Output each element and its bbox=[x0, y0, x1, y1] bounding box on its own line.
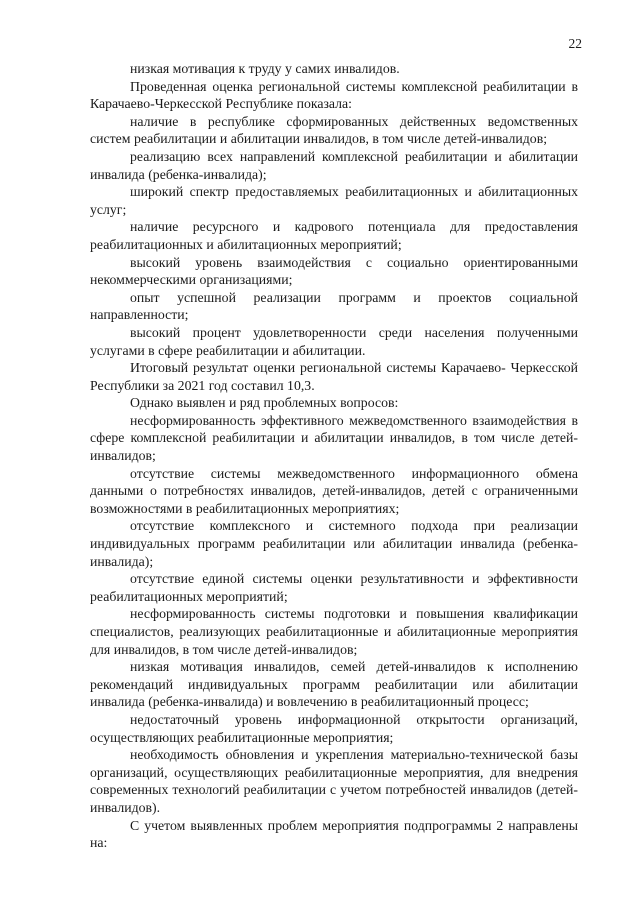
paragraph: опыт успешной реализации программ и проектов социальной направленности; bbox=[90, 289, 578, 323]
paragraph: недостаточный уровень информационной открытости организаций, осуществляющих реабилитационные мероприятия; bbox=[90, 711, 578, 745]
paragraph: низкая мотивация инвалидов, семей детей-инвалидов к исполнению рекомендаций индивидуальных программ реабилитации или абилитации инвалида (ребенка-инвалида) и вовлечению в реабилитационный процесс; bbox=[90, 659, 578, 710]
paragraph: высокий процент удовлетворенности среди населения полученными услугами в сфере реабилитации и абилитации. bbox=[90, 324, 578, 358]
paragraph: наличие ресурсного и кадрового потенциала для предоставления реабилитационных и абилитационных мероприятий; bbox=[90, 219, 578, 252]
paragraph: несформированность системы подготовки и повышения квалификации специалистов, реализующих реабилитационные и абилитационные мероприятия для инвалидов, в том числе детей-инвалидов; bbox=[90, 606, 578, 657]
paragraph: реализацию всех направлений комплексной реабилитации и абилитации инвалида (ребенка-инвалида); bbox=[90, 148, 578, 182]
paragraph: отсутствие единой системы оценки результативности и эффективности реабилитационных мероприятий; bbox=[90, 571, 578, 604]
paragraph: отсутствие комплексного и системного подхода при реализации индивидуальных программ реабилитации или абилитации инвалида (ребенка-инвалида); bbox=[90, 518, 578, 569]
paragraph: Итоговый результат оценки региональной системы Карачаево- Черкесской Республики за 2021 год составил 10,3. bbox=[90, 360, 578, 393]
paragraph: необходимость обновления и укрепления материально-технической базы организаций, осуществляющих реабилитационные мероприятия, для внедрения современных технологий реабилитации с учетом потребностей инвалидов (детей-инвалидов). bbox=[90, 747, 578, 815]
page-number: 22 bbox=[568, 36, 582, 51]
document-body bbox=[90, 60, 578, 852]
paragraph: низкая мотивация к труду у самих инвалидов. bbox=[130, 61, 400, 76]
paragraph: широкий спектр предоставляемых реабилитационных и абилитационных услуг; bbox=[90, 184, 578, 217]
paragraph: С учетом выявленных проблем мероприятия подпрограммы 2 направлены на: bbox=[90, 817, 578, 851]
paragraph: отсутствие системы межведомственного информационного обмена данными о потребностях инвалидов, детей-инвалидов, детей с ограниченными возможностями в реабилитационных мероприятиях; bbox=[90, 465, 578, 516]
paragraph: высокий уровень взаимодействия с социально ориентированными некоммерческими организациями; bbox=[90, 254, 578, 288]
paragraph: Однако выявлен и ряд проблемных вопросов: bbox=[130, 395, 399, 411]
paragraph: несформированность эффективного межведомственного взаимодействия в сфере комплексной реабилитации и абилитации инвалидов, в том числе детей-инвалидов; bbox=[90, 412, 578, 464]
paragraph: Проведенная оценка региональной системы комплексной реабилитации в Карачаево-Черкесской Республике показала: bbox=[90, 78, 578, 112]
paragraph: наличие в республике сформированных действенных ведомственных систем реабилитации и абилитации инвалидов, в том числе детей-инвалидов; bbox=[90, 113, 578, 147]
